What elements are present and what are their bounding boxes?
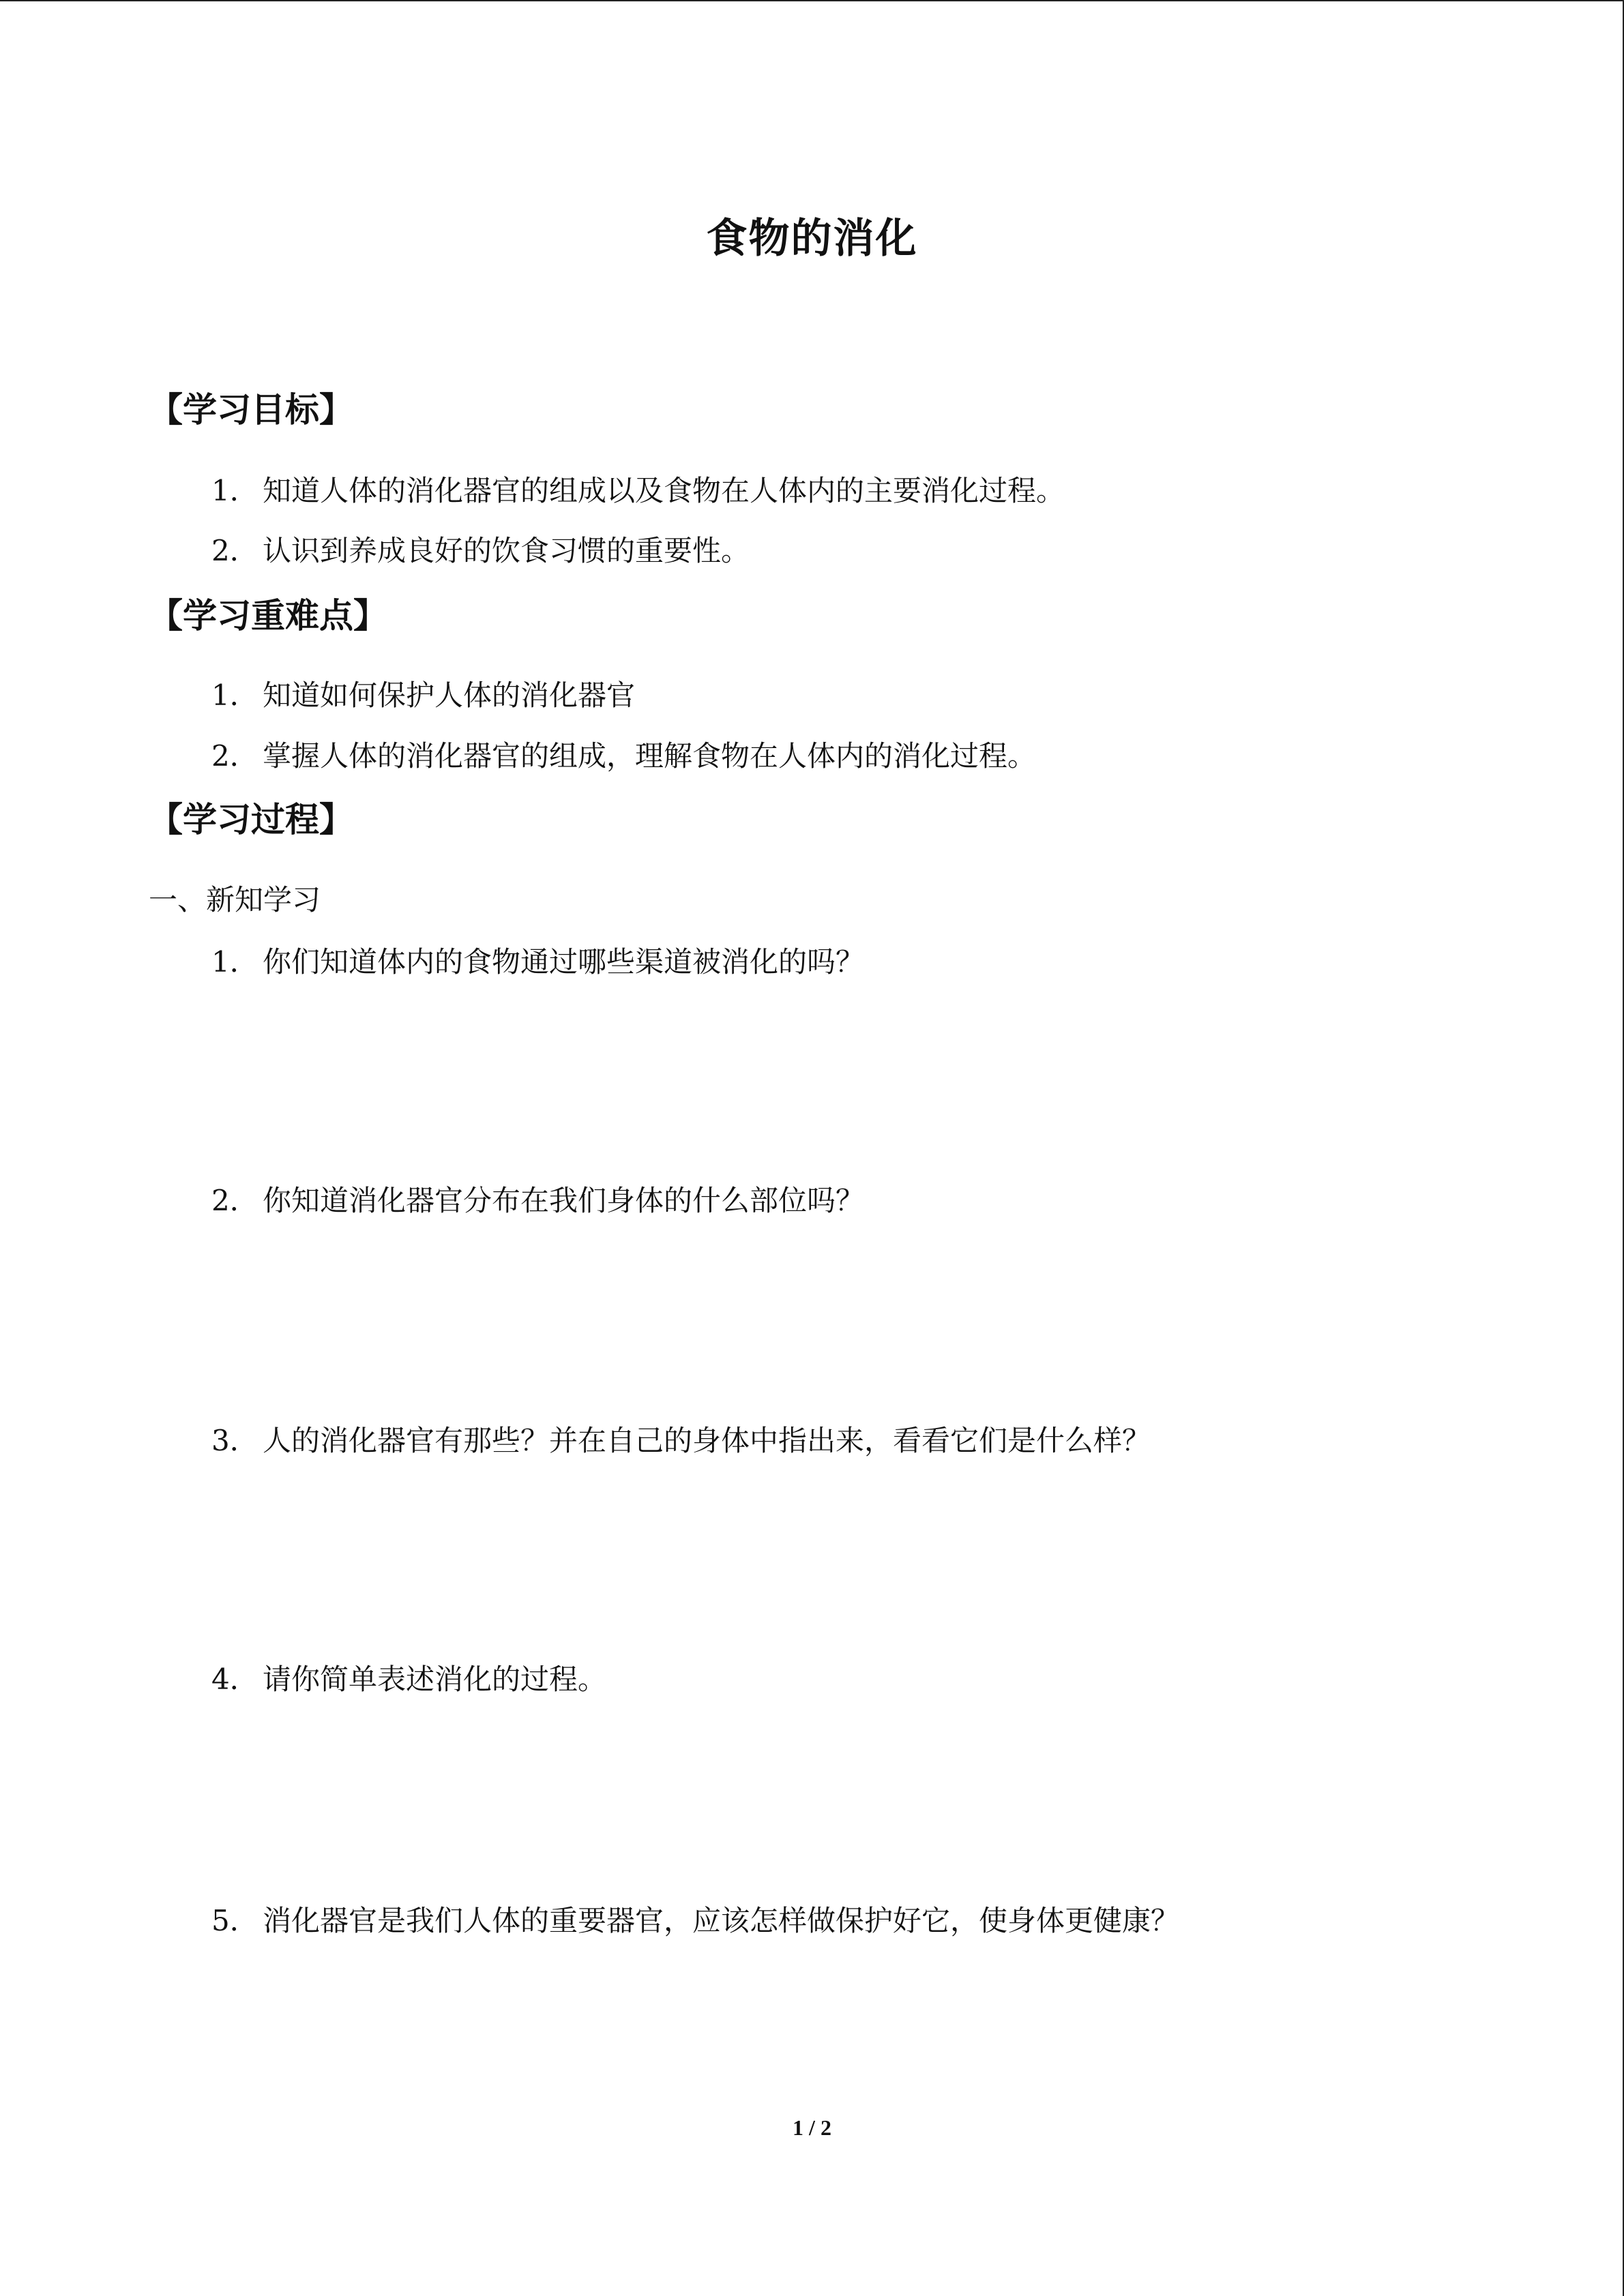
item-number: 2． bbox=[211, 1184, 259, 1217]
section-heading-process: 【学习过程】 bbox=[149, 800, 353, 839]
item-text: 你们知道体内的食物通过哪些渠道被消化的吗？ bbox=[263, 945, 865, 979]
item-text: 知道人体的消化器官的组成以及食物在人体内的主要消化过程。 bbox=[263, 474, 1065, 507]
section-heading-key-points: 【学习重难点】 bbox=[149, 596, 387, 636]
item-text: 你知道消化器官分布在我们身体的什么部位吗？ bbox=[263, 1184, 865, 1217]
document-title: 食物的消化 bbox=[706, 215, 918, 263]
item-text: 消化器官是我们人体的重要器官，应该怎样做保护好它，使身体更健康？ bbox=[263, 1904, 1180, 1937]
item-number: 1． bbox=[211, 679, 259, 712]
item-number: 3． bbox=[211, 1424, 259, 1457]
page-number: 1 / 2 bbox=[793, 2115, 831, 2140]
item-number: 1． bbox=[211, 474, 259, 507]
item-text: 请你简单表述消化的过程。 bbox=[263, 1663, 607, 1696]
question-item bbox=[211, 1900, 1179, 1941]
objective-item bbox=[211, 471, 1065, 511]
item-number: 2． bbox=[211, 739, 259, 773]
item-text: 人的消化器官有那些？并在自己的身体中指出来，看看它们是什么样？ bbox=[263, 1424, 1151, 1457]
section-heading-objectives: 【学习目标】 bbox=[149, 390, 353, 430]
item-text: 掌握人体的消化器官的组成，理解食物在人体内的消化过程。 bbox=[263, 739, 1037, 773]
item-number: 4． bbox=[211, 1663, 259, 1696]
item-number: 5． bbox=[211, 1904, 259, 1937]
question-item bbox=[211, 1420, 1151, 1461]
key-point-item bbox=[211, 736, 1036, 777]
key-point-item bbox=[211, 675, 635, 716]
objective-item bbox=[211, 531, 750, 571]
subheading-new-knowledge: 一、新知学习 bbox=[149, 883, 321, 916]
question-item bbox=[211, 1659, 606, 1700]
question-item bbox=[211, 1180, 864, 1221]
item-number: 1． bbox=[211, 945, 259, 979]
item-number: 2． bbox=[211, 534, 259, 567]
item-text: 认识到养成良好的饮食习惯的重要性。 bbox=[263, 534, 750, 567]
item-text: 知道如何保护人体的消化器官 bbox=[263, 679, 636, 712]
question-item bbox=[211, 942, 864, 983]
